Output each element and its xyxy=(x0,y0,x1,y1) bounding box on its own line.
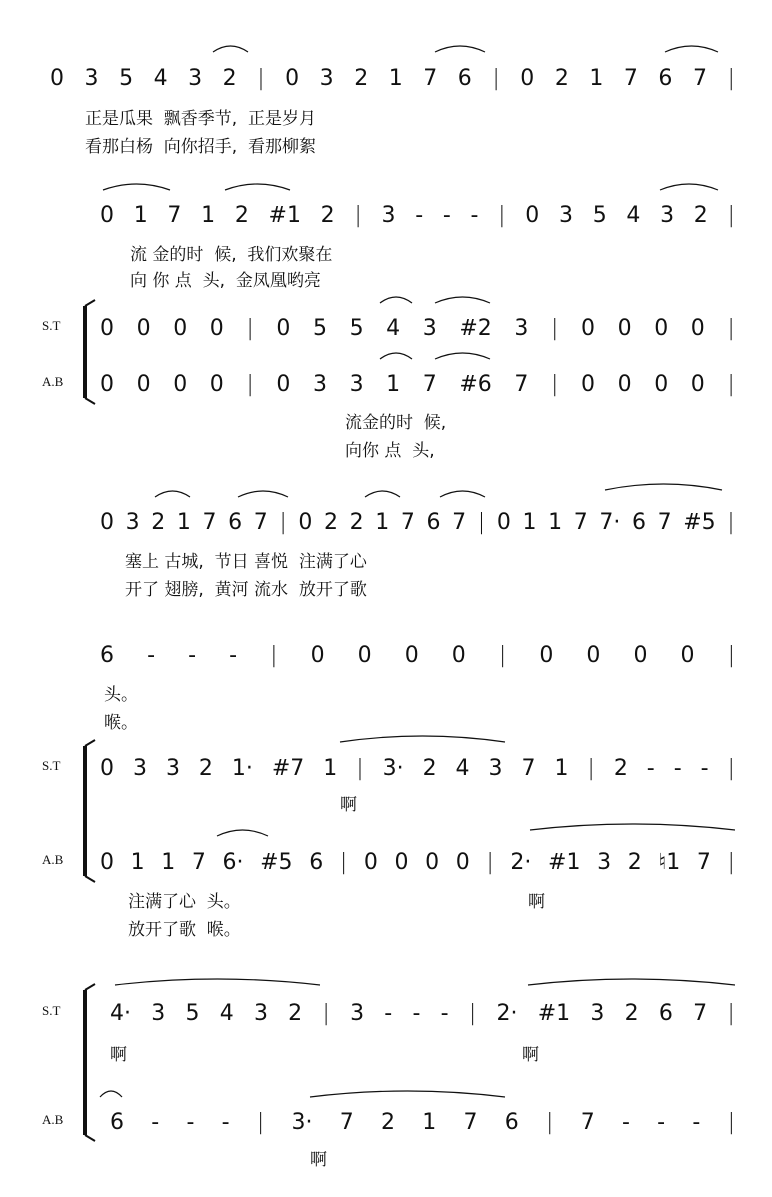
note-token: 4 xyxy=(455,756,470,781)
slur xyxy=(605,484,722,490)
note-token: 7 xyxy=(573,510,588,535)
note-token: 3 xyxy=(488,756,503,781)
note-token: 2 xyxy=(693,203,708,228)
note-token: #6 xyxy=(459,372,492,397)
slur xyxy=(213,46,248,52)
barline: | xyxy=(257,66,265,91)
note-token: 1 xyxy=(386,372,401,397)
note-token: 2 xyxy=(349,510,364,535)
barline: | xyxy=(492,66,500,91)
note-token: ♮1 xyxy=(658,850,681,875)
note-token: 3 xyxy=(422,316,437,341)
system4-st-lyric: 啊 xyxy=(340,795,357,815)
system2-lyric-1: 流 金的时 候, 我们欢聚在 xyxy=(130,245,333,265)
slur xyxy=(435,297,490,303)
note-token: 2 xyxy=(288,1001,303,1026)
note-token: - xyxy=(147,643,156,668)
note-token: 0 xyxy=(496,510,511,535)
system4-st xyxy=(100,758,735,780)
label-st-2: S.T xyxy=(42,758,61,773)
note-token: 1 xyxy=(201,203,216,228)
note-token: #7 xyxy=(271,756,305,781)
barline: | xyxy=(270,643,278,668)
system4-notes xyxy=(100,645,735,667)
barline: | xyxy=(727,756,735,781)
barline: | xyxy=(246,372,254,397)
note-token: 0 xyxy=(100,372,114,397)
system2-st xyxy=(100,318,735,340)
barline: | xyxy=(550,372,559,397)
note-token: 0 xyxy=(136,316,151,341)
slur xyxy=(528,979,735,985)
note-token: - xyxy=(221,1110,230,1135)
barline: | xyxy=(727,203,735,228)
system4-lyric-2: 喉。 xyxy=(104,713,138,733)
note-token: 0 xyxy=(363,850,378,875)
barline: | xyxy=(727,510,735,535)
note-token: 6 xyxy=(457,66,472,91)
note-token: 0 xyxy=(209,372,224,397)
note-token: 0 xyxy=(425,850,440,875)
note-token: 1 xyxy=(130,850,145,875)
system2-ab xyxy=(100,374,735,396)
note-token: 2 xyxy=(222,66,237,91)
note-token: 4 xyxy=(386,316,401,341)
system4-lyric-1: 头。 xyxy=(104,685,138,705)
slur xyxy=(665,46,718,52)
bracket-line xyxy=(85,1135,95,1141)
note-token: 2· xyxy=(496,1001,518,1026)
note-token: 0 xyxy=(654,316,669,341)
slur xyxy=(310,1091,505,1097)
note-token: 6 xyxy=(228,510,243,535)
note-token: 0 xyxy=(173,372,188,397)
note-token: - xyxy=(384,1001,393,1026)
slur xyxy=(530,824,735,830)
note-token: 0 xyxy=(525,203,540,228)
note-token: 7 xyxy=(400,510,415,535)
note-token: - xyxy=(692,1110,701,1135)
note-token: 1 xyxy=(323,756,338,781)
note-token: 2 xyxy=(324,510,339,535)
barline: | xyxy=(727,66,735,91)
bracket-line xyxy=(85,300,95,306)
system3-lyric-1: 塞上 古城, 节日 喜悦 注满了心 xyxy=(125,552,367,572)
note-token: 5 xyxy=(312,316,327,341)
note-token: 0 xyxy=(276,316,291,341)
system1-notes xyxy=(50,68,735,90)
note-token: 1 xyxy=(161,850,176,875)
note-token: 1 xyxy=(548,510,563,535)
barline: | xyxy=(727,1110,735,1135)
note-token: 0 xyxy=(310,643,325,668)
note-token: 2 xyxy=(554,66,569,91)
note-token: 7 xyxy=(580,1110,595,1135)
note-token: 7 xyxy=(623,66,638,91)
note-token: 6 xyxy=(658,66,673,91)
note-token: 1 xyxy=(554,756,569,781)
slur xyxy=(238,491,288,497)
note-token: 5 xyxy=(349,316,364,341)
note-token: 0 xyxy=(298,510,313,535)
note-token: 3 xyxy=(151,1001,166,1026)
note-token: 0 xyxy=(276,372,291,397)
note-token: 4 xyxy=(626,203,641,228)
barline: | xyxy=(727,643,735,668)
barline: | xyxy=(498,643,507,668)
system4-ab-lyric-2: 放开了歌 喉。 xyxy=(128,920,241,940)
label-ab-2: A.B xyxy=(42,852,64,867)
note-token: 2· xyxy=(510,850,532,875)
barline: | xyxy=(279,510,287,535)
note-token: 0 xyxy=(100,316,114,341)
note-token: 3 xyxy=(660,203,675,228)
note-token: 0 xyxy=(100,203,114,228)
slur xyxy=(340,736,505,742)
note-token: 0 xyxy=(100,850,114,875)
slur xyxy=(380,297,412,303)
slur xyxy=(440,491,485,497)
note-token: 0 xyxy=(285,66,300,91)
slur xyxy=(217,830,268,836)
note-token: 0 xyxy=(100,510,114,535)
bracket-line xyxy=(85,984,95,990)
note-token: - xyxy=(415,203,424,228)
note-token: - xyxy=(151,1110,160,1135)
note-token: - xyxy=(440,1001,449,1026)
note-token: 3 xyxy=(319,66,334,91)
note-token: 3 xyxy=(514,316,529,341)
note-token: #1 xyxy=(548,850,581,875)
barline: | xyxy=(246,316,254,341)
barline: | xyxy=(550,316,559,341)
note-token: 3 xyxy=(312,372,327,397)
note-token: 6 xyxy=(426,510,441,535)
note-token: 0 xyxy=(581,372,595,397)
note-token: - xyxy=(442,203,451,228)
note-token: 7 xyxy=(692,66,707,91)
note-token: #5 xyxy=(683,510,716,535)
note-token: 3 xyxy=(84,66,99,91)
note-token: 0 xyxy=(690,316,705,341)
note-token: 6 xyxy=(309,850,324,875)
note-token: 1 xyxy=(589,66,604,91)
system5-ab-lyric: 啊 xyxy=(310,1150,327,1170)
note-token: 0 xyxy=(50,66,64,91)
note-token: 7 xyxy=(463,1110,478,1135)
note-token: 0 xyxy=(100,756,114,781)
barline: | xyxy=(587,756,595,781)
slur xyxy=(225,184,290,190)
note-token: 0 xyxy=(586,643,601,668)
barline: | xyxy=(498,203,506,228)
barline: | xyxy=(354,203,362,228)
system5-st-lyric-1: 啊 xyxy=(110,1045,127,1065)
note-token: 7 xyxy=(167,203,182,228)
note-token: 0 xyxy=(451,643,466,668)
slur xyxy=(155,491,190,497)
note-token: 0 xyxy=(520,66,535,91)
slur xyxy=(435,353,490,359)
note-token: 1· xyxy=(231,756,253,781)
note-token: 6 xyxy=(658,1001,673,1026)
note-token: 7 xyxy=(253,510,268,535)
note-token: 6 xyxy=(504,1110,519,1135)
note-token: - xyxy=(186,1110,195,1135)
note-token: 1 xyxy=(422,1110,437,1135)
note-token: 1 xyxy=(133,203,148,228)
note-token: 3 xyxy=(597,850,612,875)
note-token: 7 xyxy=(696,850,711,875)
barline: | xyxy=(546,1110,554,1135)
slur xyxy=(100,1091,122,1097)
system1-lyric-2: 看那白杨 向你招手, 看那柳絮 xyxy=(85,137,317,157)
note-token: 7 xyxy=(191,850,206,875)
note-token: 0 xyxy=(633,643,648,668)
note-token: 0 xyxy=(654,372,669,397)
barline: | xyxy=(727,316,735,341)
system2-notes xyxy=(100,205,735,227)
system5-ab xyxy=(110,1112,735,1134)
system3-lyric-2: 开了 翅膀, 黄河 流水 放开了歌 xyxy=(125,580,367,600)
note-token: 7 xyxy=(339,1110,354,1135)
note-token: 1 xyxy=(522,510,537,535)
note-token: 6 xyxy=(110,1110,124,1135)
system4-ab-lyric-1: 注满了心 头。 xyxy=(128,892,241,912)
note-token: 7· xyxy=(599,510,621,535)
note-token: 1 xyxy=(176,510,191,535)
barline: | xyxy=(256,1110,265,1135)
note-token: 3 xyxy=(253,1001,268,1026)
system5-st-lyric-2: 啊 xyxy=(522,1045,539,1065)
note-token: 2 xyxy=(198,756,213,781)
note-token: 0 xyxy=(690,372,705,397)
slur xyxy=(660,184,718,190)
note-token: - xyxy=(470,203,479,228)
note-token: 3 xyxy=(132,756,147,781)
note-token: 3 xyxy=(558,203,573,228)
note-token: 0 xyxy=(357,643,372,668)
note-token: 0 xyxy=(394,850,409,875)
system4-ab-lyric-3: 啊 xyxy=(528,892,545,912)
note-token: 0 xyxy=(404,643,419,668)
note-token: 4· xyxy=(110,1001,131,1026)
note-token: 3 xyxy=(125,510,140,535)
note-token: 0 xyxy=(455,850,470,875)
label-ab-1: A.B xyxy=(42,374,64,389)
system1-lyric-1: 正是瓜果 飘香季节, 正是岁月 xyxy=(85,109,317,129)
note-token: #5 xyxy=(260,850,293,875)
bracket-line xyxy=(85,876,95,882)
barline: | xyxy=(468,1001,477,1026)
note-token: 0 xyxy=(136,372,151,397)
note-token: 7 xyxy=(202,510,217,535)
note-token: 7 xyxy=(452,510,467,535)
note-token: 4 xyxy=(219,1001,234,1026)
label-st-3: S.T xyxy=(42,1003,61,1018)
note-token: - xyxy=(646,756,655,781)
note-token: 3· xyxy=(291,1110,313,1135)
note-token: 3 xyxy=(349,372,364,397)
note-token: #1 xyxy=(537,1001,571,1026)
note-token: - xyxy=(657,1110,666,1135)
note-token: 3 xyxy=(381,203,396,228)
note-token: 1 xyxy=(375,510,390,535)
note-token: 3 xyxy=(350,1001,365,1026)
slur xyxy=(380,353,412,359)
note-token: 3· xyxy=(382,756,404,781)
system2-lyric-2: 向 你 点 头, 金凤凰哟亮 xyxy=(130,271,321,291)
note-token: 3 xyxy=(165,756,180,781)
barline: | xyxy=(486,850,494,875)
bracket-line xyxy=(85,398,95,404)
note-token: 2 xyxy=(234,203,249,228)
barline: | xyxy=(339,850,348,875)
note-token: - xyxy=(673,756,682,781)
bracket-line xyxy=(85,740,95,746)
barline: | xyxy=(356,756,364,781)
system2-ab-lyric-1: 流金的时 候, xyxy=(345,413,447,433)
note-token: 6· xyxy=(222,850,244,875)
note-token: 2 xyxy=(151,510,166,535)
system2-ab-lyric-2: 向你 点 头, xyxy=(345,441,435,461)
slur xyxy=(103,184,170,190)
note-token: 5 xyxy=(185,1001,200,1026)
slur xyxy=(115,979,320,985)
note-token: 0 xyxy=(617,316,632,341)
barline: | xyxy=(727,1001,735,1026)
note-token: - xyxy=(229,643,238,668)
note-token: 2 xyxy=(381,1110,396,1135)
note-token: 7 xyxy=(422,372,437,397)
note-token: 2 xyxy=(422,756,437,781)
note-token: 0 xyxy=(581,316,595,341)
note-token: - xyxy=(188,643,197,668)
note-token: 7 xyxy=(514,372,529,397)
note-token: 1 xyxy=(388,66,403,91)
note-token: 0 xyxy=(680,643,695,668)
note-token: 5 xyxy=(119,66,134,91)
barline: | xyxy=(727,850,735,875)
note-token: #2 xyxy=(459,316,492,341)
note-token: - xyxy=(700,756,709,781)
note-token: 3 xyxy=(188,66,203,91)
note-token: 2 xyxy=(320,203,335,228)
system4-ab xyxy=(100,852,735,874)
note-token: #1 xyxy=(268,203,301,228)
note-token: 4 xyxy=(153,66,168,91)
note-token: 7 xyxy=(657,510,672,535)
note-token: 6 xyxy=(631,510,646,535)
note-token: 0 xyxy=(617,372,632,397)
note-token: 7 xyxy=(423,66,438,91)
note-token: 0 xyxy=(209,316,224,341)
system3-notes xyxy=(100,512,735,534)
note-token: 3 xyxy=(590,1001,605,1026)
barline: | xyxy=(322,1001,330,1026)
note-token: 0 xyxy=(539,643,554,668)
note-token: 2 xyxy=(627,850,642,875)
system5-st xyxy=(110,1003,735,1025)
note-token: 2 xyxy=(624,1001,639,1026)
note-token: 0 xyxy=(173,316,188,341)
slur xyxy=(435,46,485,52)
note-token: 6 xyxy=(100,643,114,668)
note-token: - xyxy=(621,1110,630,1135)
barline: | xyxy=(727,372,735,397)
note-token: 5 xyxy=(592,203,607,228)
label-ab-3: A.B xyxy=(42,1112,64,1127)
slur xyxy=(365,491,400,497)
barline: | xyxy=(477,510,486,535)
note-token: - xyxy=(412,1001,421,1026)
note-token: 7 xyxy=(521,756,536,781)
label-st-1: S.T xyxy=(42,318,61,333)
note-token: 7 xyxy=(693,1001,708,1026)
note-token: 2 xyxy=(354,66,369,91)
note-token: 2 xyxy=(613,756,628,781)
